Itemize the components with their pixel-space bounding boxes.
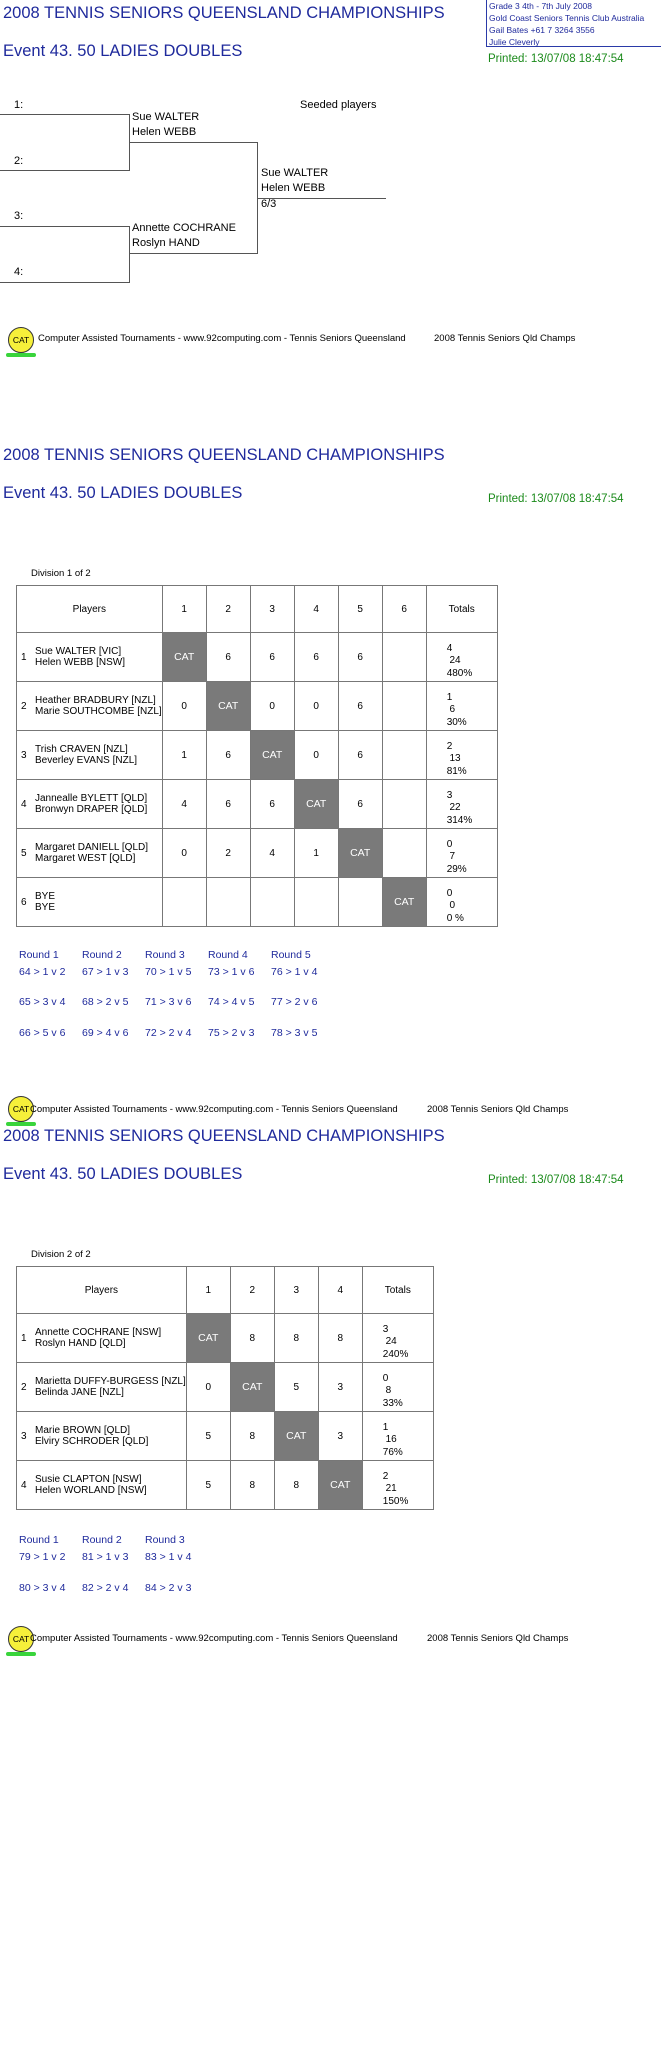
col-header: Players <box>17 1267 187 1314</box>
info-line-referee: Julie Cleverly <box>489 37 540 47</box>
row-number: 2 <box>21 1381 27 1393</box>
match-entry: 70 > 1 v 5 <box>145 966 192 978</box>
col-header: 1 <box>162 586 206 633</box>
self-cell: CAT <box>206 682 250 731</box>
score-cell <box>382 829 426 878</box>
match-entry: 67 > 1 v 3 <box>82 966 129 978</box>
player-name: BYE <box>35 902 56 913</box>
col-header: 1 <box>186 1267 230 1314</box>
event-title: Event 43. 50 LADIES DOUBLES <box>3 42 243 60</box>
round2-bottom-player2: Roslyn HAND <box>132 237 200 249</box>
score-cell: 0 <box>294 682 338 731</box>
score-cell: 6 <box>338 731 382 780</box>
col-header: 4 <box>318 1267 362 1314</box>
footer-text: Computer Assisted Tournaments - www.92computing.com - Tennis Seniors Queensland <box>30 1104 398 1115</box>
round-label: Round 1 <box>19 1534 59 1546</box>
player-name: Annette COCHRANE [NSW] <box>35 1327 162 1338</box>
self-cell: CAT <box>162 633 206 682</box>
score-cell: 8 <box>318 1314 362 1363</box>
table-header-row <box>17 586 498 633</box>
table-row <box>17 1412 434 1461</box>
table-row <box>17 878 498 927</box>
score-cell: 6 <box>338 780 382 829</box>
round2-bottom-player1: Annette COCHRANE <box>132 222 236 234</box>
score-cell: 6 <box>250 780 294 829</box>
row-number: 3 <box>21 1430 27 1442</box>
row-number: 1 <box>21 651 27 663</box>
score-cell: 8 <box>230 1412 274 1461</box>
score-cell: 2 <box>206 829 250 878</box>
page-title: 2008 TENNIS SENIORS QUEENSLAND CHAMPIONSHIPS <box>3 1127 445 1145</box>
score-cell: 8 <box>230 1461 274 1510</box>
row-number: 2 <box>21 700 27 712</box>
round2-top-player1: Sue WALTER <box>132 111 200 123</box>
player-name: Helen WORLAND [NSW] <box>35 1485 147 1496</box>
row-number: 3 <box>21 749 27 761</box>
score-cell <box>250 878 294 927</box>
col-header: 5 <box>338 586 382 633</box>
cat-logo-icon: CAT <box>8 1096 34 1122</box>
round-robin-table <box>16 585 498 927</box>
footer-right: 2008 Tennis Seniors Qld Champs <box>434 333 576 344</box>
totals-cell: 0 0 0 % <box>426 878 497 927</box>
score-cell <box>294 878 338 927</box>
score-cell <box>338 878 382 927</box>
score-cell: 3 <box>318 1363 362 1412</box>
seeded-players-label: Seeded players <box>300 99 377 111</box>
score-cell <box>382 731 426 780</box>
match-entry: 71 > 3 v 6 <box>145 996 192 1008</box>
event-title: Event 43. 50 LADIES DOUBLES <box>3 1165 243 1183</box>
table-row <box>17 731 498 780</box>
score-cell: 8 <box>274 1461 318 1510</box>
player-name: Sue WALTER [VIC] <box>35 646 122 657</box>
draw-slot-3: 3: <box>14 210 24 222</box>
score-cell: 6 <box>294 633 338 682</box>
score-cell: 4 <box>250 829 294 878</box>
col-header: 4 <box>294 586 338 633</box>
player-name: Bronwyn DRAPER [QLD] <box>35 804 148 815</box>
round2-top-player2: Helen WEBB <box>132 126 197 138</box>
score-cell: 0 <box>186 1363 230 1412</box>
table-row <box>17 780 498 829</box>
division-label: Division 1 of 2 <box>31 568 91 579</box>
self-cell: CAT <box>294 780 338 829</box>
totals-cell: 2 21 150% <box>362 1461 433 1510</box>
round-label: Round 2 <box>82 949 122 961</box>
table-header-row <box>17 1267 434 1314</box>
player-name: Marie SOUTHCOMBE [NZL] <box>35 706 162 717</box>
score-cell: 3 <box>318 1412 362 1461</box>
score-cell: 6 <box>206 731 250 780</box>
score-cell: 5 <box>274 1363 318 1412</box>
score-cell: 6 <box>206 780 250 829</box>
col-header: Totals <box>362 1267 433 1314</box>
self-cell: CAT <box>318 1461 362 1510</box>
round-label: Round 2 <box>82 1534 122 1546</box>
round-robin-table <box>16 1266 434 1510</box>
division-label: Division 2 of 2 <box>31 1249 91 1260</box>
score-cell: 0 <box>162 829 206 878</box>
page-title: 2008 TENNIS SENIORS QUEENSLAND CHAMPIONSHIPS <box>3 446 445 464</box>
table-row <box>17 633 498 682</box>
page-title: 2008 TENNIS SENIORS QUEENSLAND CHAMPIONSHIPS <box>3 4 445 22</box>
player-name: Margaret DANIELL [QLD] <box>35 842 149 853</box>
footer-text: Computer Assisted Tournaments - www.92computing.com - Tennis Seniors Queensland <box>30 1633 398 1644</box>
match-entry: 75 > 2 v 3 <box>208 1027 255 1039</box>
match-entry: 65 > 3 v 4 <box>19 996 66 1008</box>
row-number: 1 <box>21 1332 27 1344</box>
score-cell: 0 <box>162 682 206 731</box>
score-cell: 6 <box>338 682 382 731</box>
match-entry: 82 > 2 v 4 <box>82 1582 129 1594</box>
draw-slot-4: 4: <box>14 266 24 278</box>
table-row <box>17 1461 434 1510</box>
match-entry: 76 > 1 v 4 <box>271 966 318 978</box>
totals-cell: 1 6 30% <box>426 682 497 731</box>
score-cell <box>382 633 426 682</box>
self-cell: CAT <box>338 829 382 878</box>
col-header: 2 <box>230 1267 274 1314</box>
player-name: Roslyn HAND [QLD] <box>35 1338 126 1349</box>
totals-cell: 0 7 29% <box>426 829 497 878</box>
match-entry: 78 > 3 v 5 <box>271 1027 318 1039</box>
player-name: Belinda JANE [NZL] <box>35 1387 124 1398</box>
round-label: Round 5 <box>271 949 311 961</box>
footer-right: 2008 Tennis Seniors Qld Champs <box>427 1633 569 1644</box>
table-row <box>17 1314 434 1363</box>
final-player2: Helen WEBB <box>261 182 326 194</box>
score-cell <box>382 780 426 829</box>
col-header: 2 <box>206 586 250 633</box>
round-label: Round 4 <box>208 949 248 961</box>
col-header: 3 <box>274 1267 318 1314</box>
table-row <box>17 682 498 731</box>
totals-cell: 2 13 81% <box>426 731 497 780</box>
cat-logo-icon: CAT <box>8 1626 34 1652</box>
score-cell: 1 <box>294 829 338 878</box>
col-header: Totals <box>426 586 497 633</box>
score-cell: 6 <box>250 633 294 682</box>
final-score: 6/3 <box>261 198 277 210</box>
printed-timestamp: Printed: 13/07/08 18:47:54 <box>488 1174 624 1186</box>
score-cell: 8 <box>274 1314 318 1363</box>
draw-slot-1: 1: <box>14 99 24 111</box>
event-title: Event 43. 50 LADIES DOUBLES <box>3 484 243 502</box>
col-header: 3 <box>250 586 294 633</box>
score-cell: 1 <box>162 731 206 780</box>
match-entry: 81 > 1 v 3 <box>82 1551 129 1563</box>
table-row <box>17 1363 434 1412</box>
match-entry: 73 > 1 v 6 <box>208 966 255 978</box>
match-entry: 83 > 1 v 4 <box>145 1551 192 1563</box>
round-label: Round 3 <box>145 1534 185 1546</box>
table-row <box>17 829 498 878</box>
match-entry: 66 > 5 v 6 <box>19 1027 66 1039</box>
score-cell: 6 <box>206 633 250 682</box>
player-name: Beverley EVANS [NZL] <box>35 755 138 766</box>
totals-cell: 0 8 33% <box>362 1363 433 1412</box>
player-name: Susie CLAPTON [NSW] <box>35 1474 142 1485</box>
row-number: 5 <box>21 847 27 859</box>
player-name: Jannealle BYLETT [QLD] <box>35 793 148 804</box>
printed-timestamp: Printed: 13/07/08 18:47:54 <box>488 53 624 65</box>
match-entry: 84 > 2 v 3 <box>145 1582 192 1594</box>
player-name: Elviry SCHRODER [QLD] <box>35 1436 149 1447</box>
player-name: Heather BRADBURY [NZL] <box>35 695 156 706</box>
match-entry: 74 > 4 v 5 <box>208 996 255 1008</box>
info-line-grade: Grade 3 4th - 7th July 2008 <box>489 1 593 11</box>
match-entry: 68 > 2 v 5 <box>82 996 129 1008</box>
score-cell <box>382 682 426 731</box>
round-label: Round 1 <box>19 949 59 961</box>
info-line-contact: Gail Bates +61 7 3264 3556 <box>489 25 595 35</box>
footer-right: 2008 Tennis Seniors Qld Champs <box>427 1104 569 1115</box>
player-name: Margaret WEST [QLD] <box>35 853 136 864</box>
self-cell: CAT <box>250 731 294 780</box>
final-player1: Sue WALTER <box>261 167 329 179</box>
player-name: Marietta DUFFY-BURGESS [NZL] <box>35 1376 186 1387</box>
totals-cell: 1 16 76% <box>362 1412 433 1461</box>
totals-cell: 3 24 240% <box>362 1314 433 1363</box>
score-cell: 4 <box>162 780 206 829</box>
match-entry: 77 > 2 v 6 <box>271 996 318 1008</box>
totals-cell: 3 22 314% <box>426 780 497 829</box>
score-cell <box>162 878 206 927</box>
draw-slot-2: 2: <box>14 155 24 167</box>
cat-logo-icon: CAT <box>8 327 34 353</box>
self-cell: CAT <box>274 1412 318 1461</box>
self-cell: CAT <box>382 878 426 927</box>
totals-cell: 4 24 480% <box>426 633 497 682</box>
match-entry: 80 > 3 v 4 <box>19 1582 66 1594</box>
match-entry: 72 > 2 v 4 <box>145 1027 192 1039</box>
col-header: 6 <box>382 586 426 633</box>
printed-timestamp: Printed: 13/07/08 18:47:54 <box>488 493 624 505</box>
row-number: 6 <box>21 896 27 908</box>
score-cell: 0 <box>250 682 294 731</box>
player-name: Trish CRAVEN [NZL] <box>35 744 128 755</box>
row-number: 4 <box>21 798 27 810</box>
match-entry: 64 > 1 v 2 <box>19 966 66 978</box>
score-cell: 8 <box>230 1314 274 1363</box>
self-cell: CAT <box>230 1363 274 1412</box>
col-header: Players <box>17 586 163 633</box>
score-cell: 6 <box>338 633 382 682</box>
row-number: 4 <box>21 1479 27 1491</box>
match-entry: 79 > 1 v 2 <box>19 1551 66 1563</box>
player-name: Helen WEBB [NSW] <box>35 657 126 668</box>
score-cell: 5 <box>186 1461 230 1510</box>
score-cell <box>206 878 250 927</box>
round-label: Round 3 <box>145 949 185 961</box>
player-name: Marie BROWN [QLD] <box>35 1425 131 1436</box>
score-cell: 0 <box>294 731 338 780</box>
self-cell: CAT <box>186 1314 230 1363</box>
player-name: BYE <box>35 891 56 902</box>
footer-text: Computer Assisted Tournaments - www.92computing.com - Tennis Seniors Queensland <box>38 333 406 344</box>
info-line-club: Gold Coast Seniors Tennis Club Australia <box>489 13 645 23</box>
score-cell: 5 <box>186 1412 230 1461</box>
match-entry: 69 > 4 v 6 <box>82 1027 129 1039</box>
